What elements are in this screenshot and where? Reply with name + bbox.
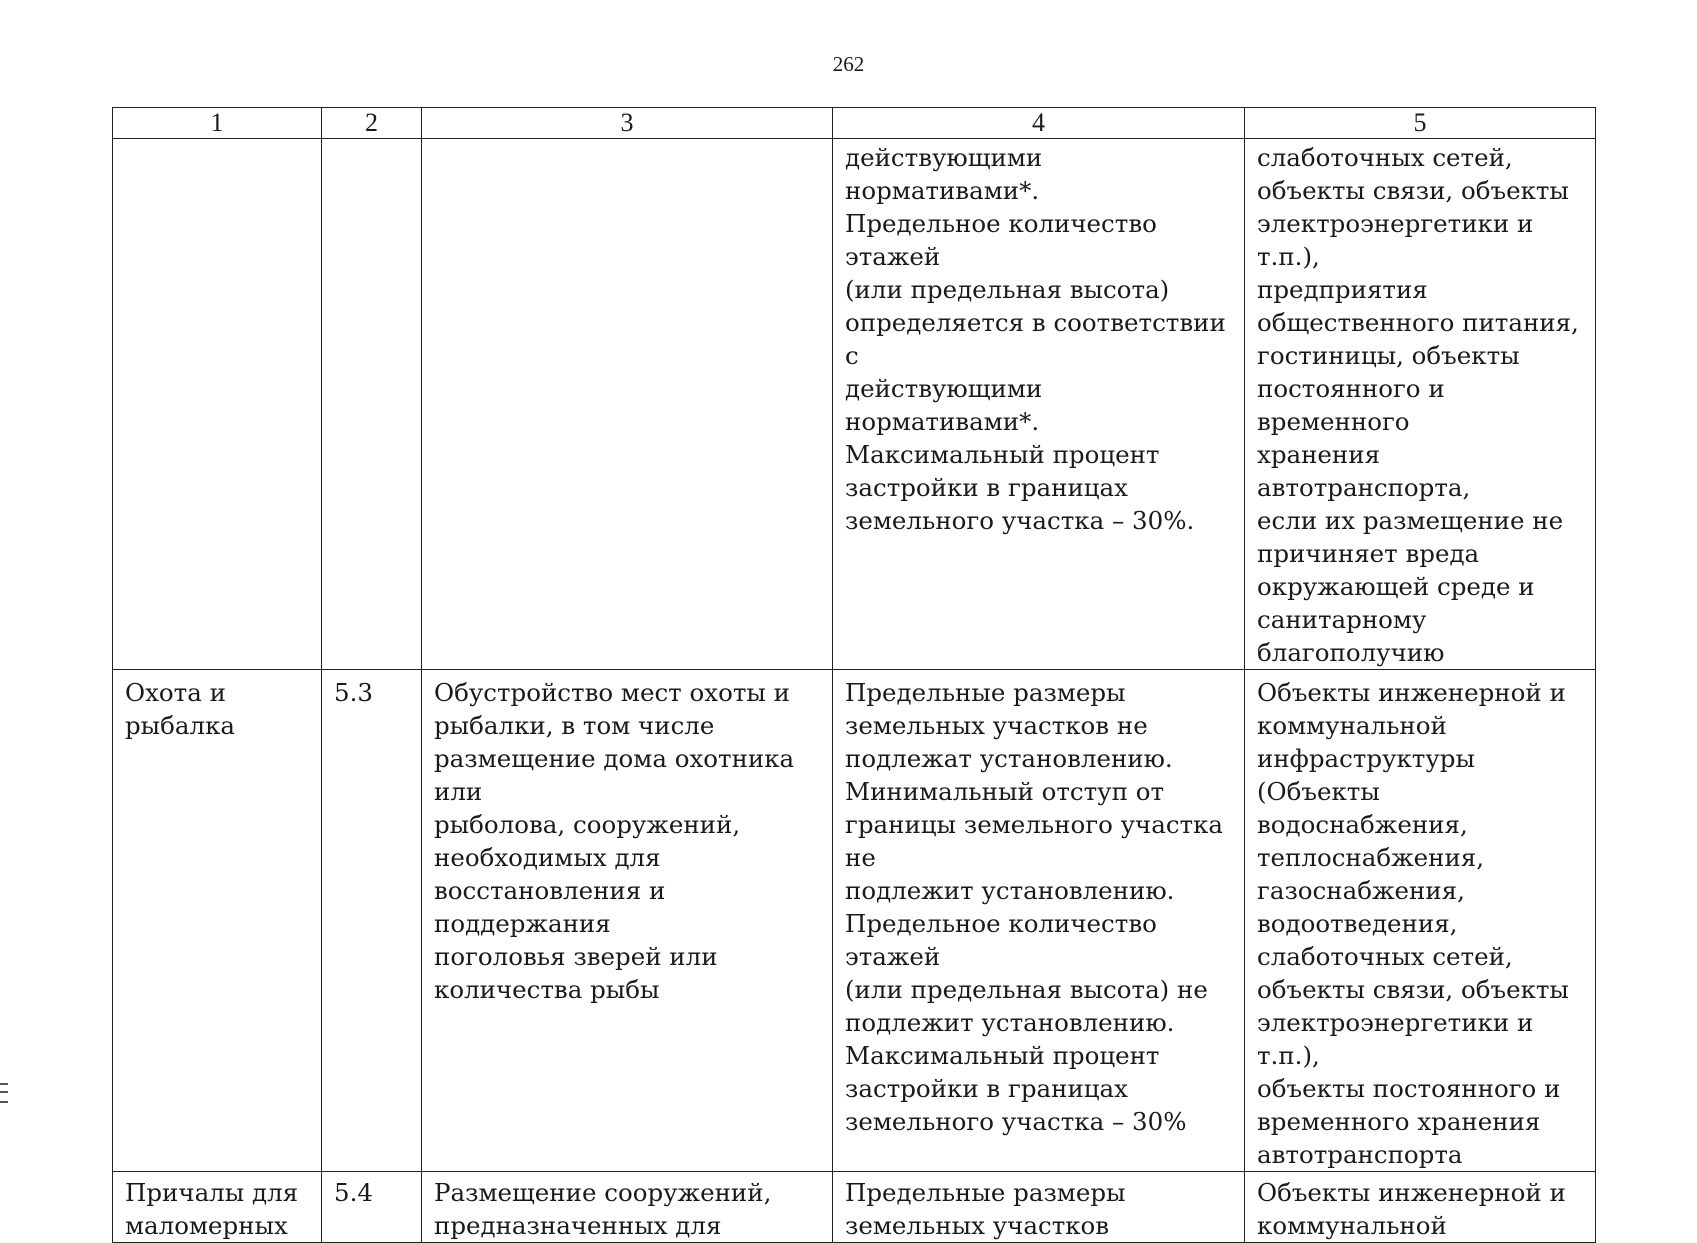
parameters-cell: Предельные размеры земельных участков не подлежат установлению. Минимальный отступ от границы земельного участка не подлежит установлению. Предельное количество этажей (или предельная высота) не подлежит установлению. Максимальный процент застройки в границах земельного участка – 30%	[833, 670, 1245, 1172]
header-cell-1: 1	[113, 108, 322, 139]
table-row	[113, 139, 1596, 670]
page-number: 262	[832, 52, 865, 76]
header-cell-4: 4	[833, 108, 1245, 139]
use-code-cell: 5.3	[322, 670, 422, 1172]
header-cell-3: 3	[422, 108, 833, 139]
header-cell-2: 2	[322, 108, 422, 139]
use-description-cell: Размещение сооружений, предназначенных для	[422, 1172, 833, 1243]
use-description-cell	[422, 139, 833, 670]
table-row	[113, 1172, 1596, 1243]
header-cell-5: 5	[1245, 108, 1596, 139]
auxiliary-uses-cell: Объекты инженерной и коммунальной	[1245, 1172, 1596, 1243]
table-row	[113, 670, 1596, 1172]
auxiliary-uses-cell: Объекты инженерной и коммунальной инфраструктуры (Объекты водоснабжения, теплоснабжения, газоснабжения, водоотведения, слаботочных сетей, объекты связи, объекты электроэнергетики и т.п.), объекты постоянного и временного хранения автотранспорта	[1245, 670, 1596, 1172]
auxiliary-uses-cell: слаботочных сетей, объекты связи, объекты электроэнергетики и т.п.), предприятия общественного питания, гостиницы, объекты постоянного и временного хранения автотранспорта, если их размещение не причиняет вреда окружающей среде и санитарному благополучию	[1245, 139, 1596, 670]
parameters-cell: Предельные размеры земельных участков	[833, 1172, 1245, 1243]
use-name-cell: Причалы для маломерных	[113, 1172, 322, 1243]
scan-margin-mark	[0, 1083, 8, 1103]
regulations-table	[112, 107, 1596, 1243]
parameters-cell: действующими нормативами*. Предельное количество этажей (или предельная высота) определяется в соответствии с действующими нормативами*. Максимальный процент застройки в границах земельного участка – 30%.	[833, 139, 1245, 670]
use-name-cell	[113, 139, 322, 670]
use-description-cell: Обустройство мест охоты и рыбалки, в том числе размещение дома охотника или рыболова, сооружений, необходимых для восстановления и поддержания поголовья зверей или количества рыбы	[422, 670, 833, 1172]
header-row	[113, 108, 1596, 139]
use-code-cell	[322, 139, 422, 670]
use-code-cell: 5.4	[322, 1172, 422, 1243]
use-name-cell: Охота и рыбалка	[113, 670, 322, 1172]
